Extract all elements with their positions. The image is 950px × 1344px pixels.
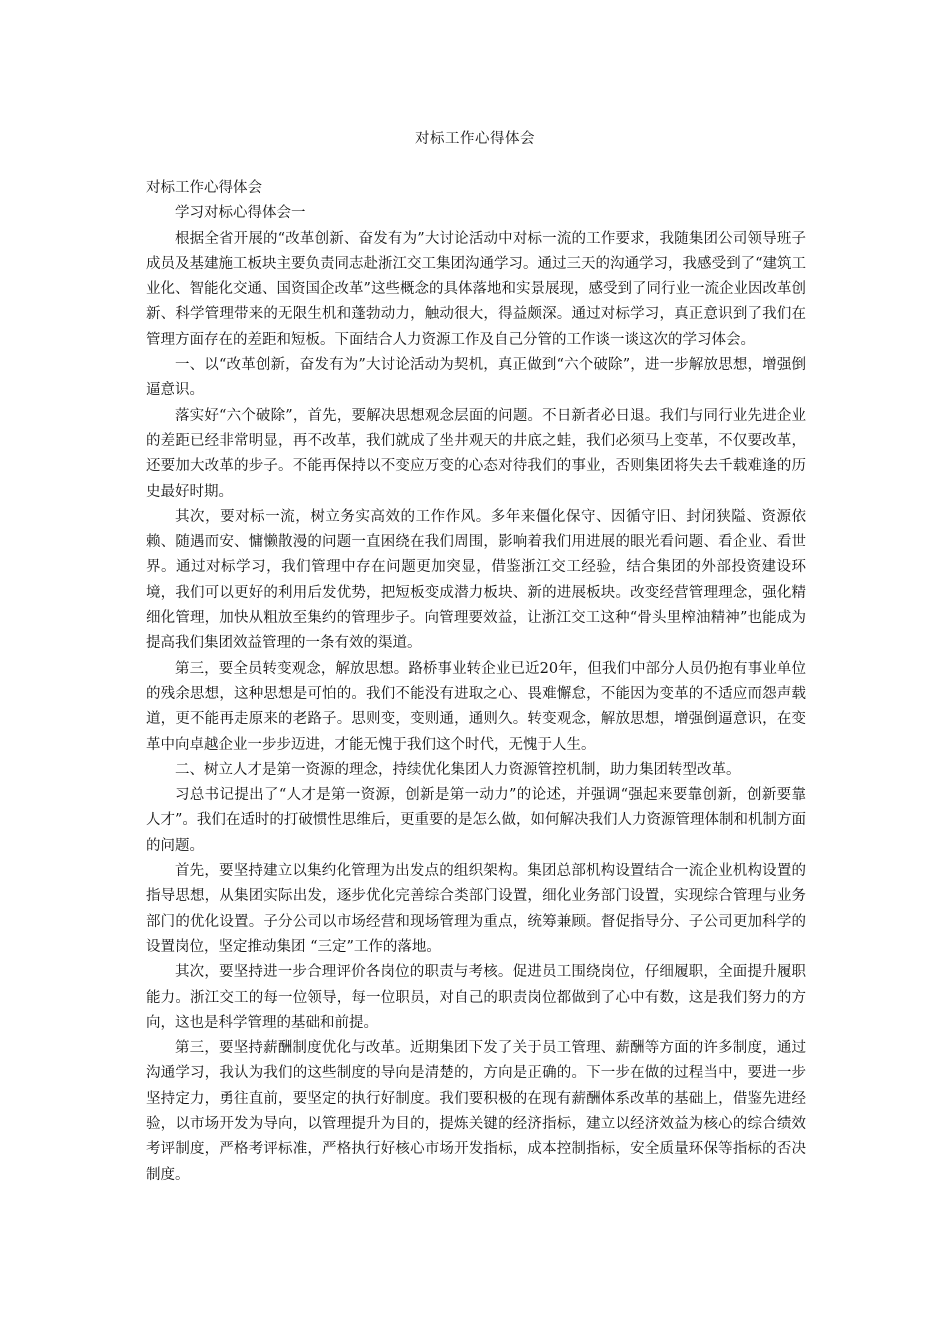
document-body — [146, 176, 806, 1188]
paragraph: 首先，要坚持建立以集约化管理为出发点的组织架构。集团总部机构设置结合一流企业机构设置的指导思想，从集团实际出发，逐步优化完善综合类部门设置，细化业务部门设置，实现综合管理与业务部门的优化设置。子分公司以市场经营和现场管理为重点，统筹兼顾。督促指导分、子公司更加科学的设置岗位，坚定推动集团 “三定”工作的落地。 — [146, 863, 806, 955]
paragraph: 其次，要坚持进一步合理评价各岗位的职责与考核。促进员工围绕岗位，仔细履职，全面提升履职能力。浙江交工的每一位领导，每一位职员，对自己的职责岗位都做到了心中有数，这是我们努力的方向，这也是科学管理的基础和前提。 — [146, 964, 806, 1031]
paragraph-subheading: 学习对标心得体会一 — [175, 205, 306, 222]
paragraph: 习总书记提出了“人才是第一资源，创新是第一动力”的论述，并强调“强起来要靠创新，创新要靠人才”。我们在适时的打破惯性思维后，更重要的是怎么做，如何解决我们人力资源管理体制和机制方面的问题。 — [146, 787, 806, 854]
paragraph: 其次，要对标一流，树立务实高效的工作作风。多年来僵化保守、因循守旧、封闭狭隘、资源依赖、随遇而安、慵懒散漫的问题一直困绕在我们周围，影响着我们用进展的眼光看问题、看企业、看世界。通过对标学习，我们管理中存在问题更加突显，借鉴浙江交工经验，结合集团的外部投资建设环境，我们可以更好的利用后发优势，把短板变成潜力板块、新的进展板块。改变经营管理理念，强化精细化管理，加快从粗放至集约的管理步子。向管理要效益，让浙江交工这种“骨头里榨油精神”也能成为提高我们集团效益管理的一条有效的渠道。 — [146, 508, 806, 652]
paragraph: 第三，要全员转变观念，解放思想。路桥事业转企业已近20年，但我们中部分人员仍抱有事业单位的残余思想，这种思想是可怕的。我们不能没有进取之心、畏难懈怠，不能因为变革的不适应而怨声载道，更不能再走原来的老路子。思则变，变则通，通则久。转变观念，解放思想，增强倒逼意识，在变革中向卓越企业一步步迈进，才能无愧于我们这个时代，无愧于人生。 — [146, 660, 806, 753]
document-title: 对标工作心得体会 — [415, 131, 535, 147]
section-heading-1: 一、以“改革创新，奋发有为”大讨论活动为契机，真正做到“六个破除”，进一步解放思想，增强倒逼意识。 — [146, 357, 806, 399]
paragraph: 落实好“六个破除”，首先，要解决思想观念层面的问题。不日新者必日退。我们与同行业先进企业的差距已经非常明显，再不改革，我们就成了坐井观天的井底之蛙，我们必须马上变革，不仅要改革，还要加大改革的步子。不能再保持以不变应万变的心态对待我们的事业，否则集团将失去千载难逢的历史最好时期。 — [146, 407, 806, 500]
paragraph: 第三，要坚持薪酬制度优化与改革。近期集团下发了关于员工管理、薪酬等方面的许多制度，通过沟通学习，我认为我们的这些制度的导向是清楚的，方向是正确的。下一步在做的过程当中，要进一步坚持定力，勇往直前，要坚定的执行好制度。我们要积极的在现有薪酬体系改革的基础上，借鉴先进经验，以市场开发为导向，以管理提升为目的，提炼关键的经济指标，建立以经济效益为核心的综合绩效考评制度，严格考评标准，严格执行好核心市场开发指标，成本控制指标，安全质量环保等指标的否决制度。 — [146, 1040, 806, 1183]
paragraph: 根据全省开展的“改革创新、奋发有为”大讨论活动中对标一流的工作要求，我随集团公司领导班子成员及基建施工板块主要负责同志赴浙江交工集团沟通学习。通过三天的沟通学习，我感受到了“建筑工业化、智能化交通、国资国企改革”这些概念的具体落地和实景展现，感受到了同行业一流企业因改革创新、科学管理带来的无限生机和蓬勃动力，触动很大，得益颇深。通过对标学习，真正意识到了我们在管理方面存在的差距和短板。下面结合人力资源工作及自己分管的工作谈一谈这次的学习体会。 — [146, 230, 806, 348]
section-heading-2: 二、树立人才是第一资源的理念，持续优化集团人力资源管控机制，助力集团转型改革。 — [175, 761, 741, 778]
paragraph-heading: 对标工作心得体会 — [146, 180, 262, 196]
